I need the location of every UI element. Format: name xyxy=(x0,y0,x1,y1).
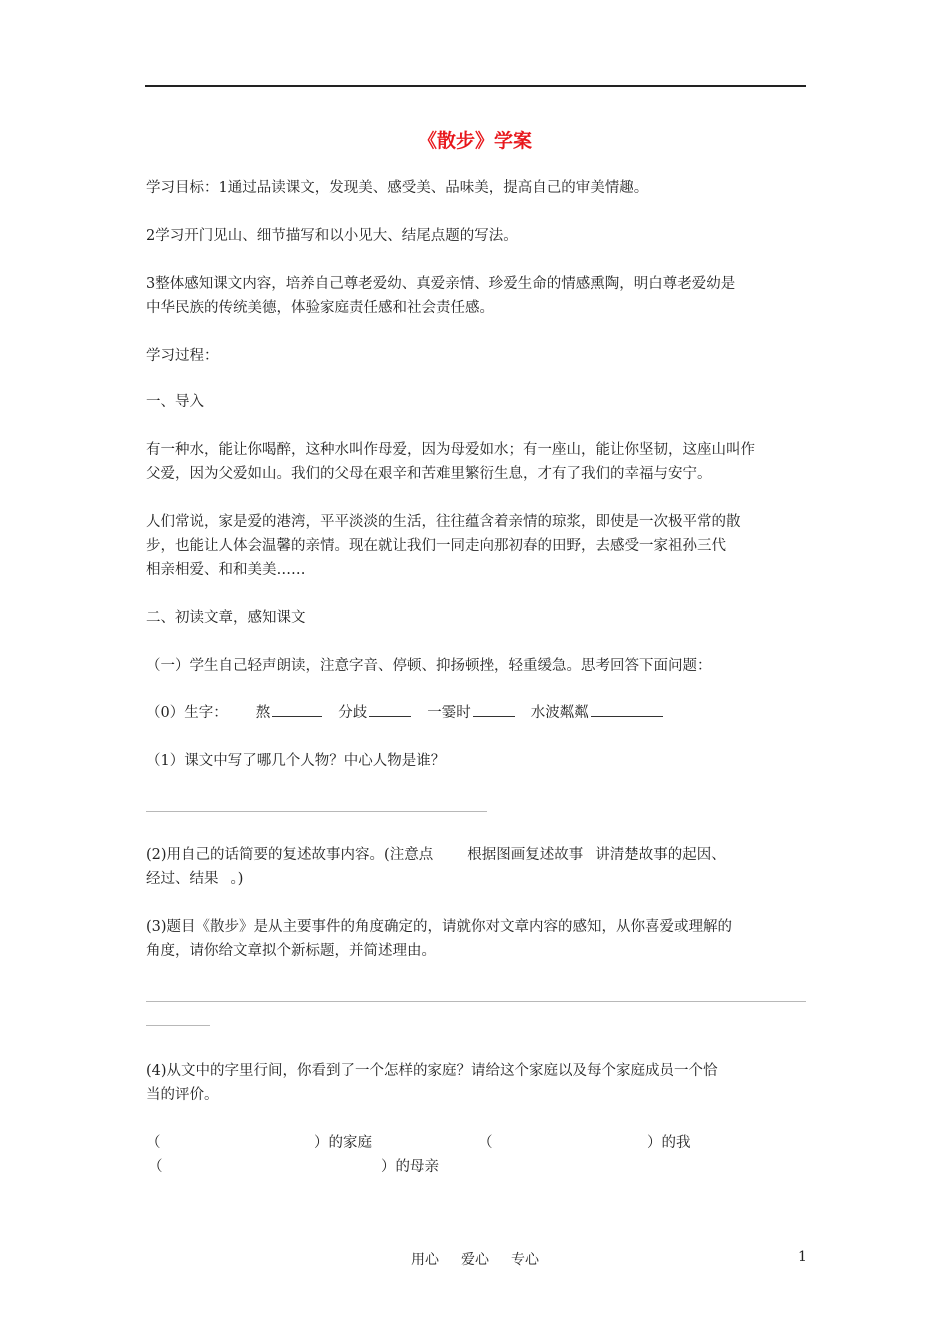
process-heading: 学习过程： xyxy=(146,348,219,364)
vocab-row xyxy=(146,701,663,722)
footer-word: 爱心 xyxy=(461,1252,489,1268)
question-3-line2: 角度，请你给文章拟个新标题，并简述理由。 xyxy=(146,943,436,959)
vocab-label: （0）生字： xyxy=(146,705,228,721)
eval-mother-open: （ xyxy=(148,1159,163,1175)
vocab-answer-blank[interactable] xyxy=(591,702,663,717)
objective-line-3a: 3整体感知课文内容，培养自己尊老爱幼、真爱亲情、珍爱生命的情感熏陶，明白尊老爱幼是 xyxy=(146,276,736,292)
intro-para2-line3: 相亲相爱、和和美美…… xyxy=(146,562,306,578)
vocab-word: 水波粼粼 xyxy=(530,705,589,721)
eval-me-open: （ xyxy=(478,1135,493,1151)
question-2-line1 xyxy=(146,843,726,864)
intro-para2-line2: 步，也能让人体会温馨的亲情。现在就让我们一同走向那初春的田野，去感受一家祖孙三代 xyxy=(146,538,726,554)
vocab-word: 熬 xyxy=(255,705,271,721)
vocab-answer-blank[interactable] xyxy=(473,702,515,717)
page-number: 1 xyxy=(798,1249,807,1265)
intro-para2-line1: 人们常说，家是爱的港湾，平平淡淡的生活，往往蕴含着亲情的琼浆，即使是一次极平常的散 xyxy=(146,514,741,530)
question-2-note-c: 经过、结果 xyxy=(146,871,219,887)
question-2-note-a: 根据图画复述故事 xyxy=(467,847,584,863)
footer-word: 用心 xyxy=(411,1252,439,1268)
question-2-text: (2)用自己的话简要的复述故事内容。(注意点 xyxy=(146,847,434,863)
reading-instruction: （一）学生自己轻声朗读，注意字音、停顿、抑扬顿挫，轻重缓急。思考回答下面问题： xyxy=(146,658,712,674)
eval-me: ）的我 xyxy=(647,1135,691,1151)
vocab-word: 一霎时 xyxy=(427,705,471,721)
question-2-close: 。) xyxy=(230,871,244,887)
eval-family-open: （ xyxy=(146,1135,161,1151)
question-2-note-b: 讲清楚故事的起因、 xyxy=(595,847,726,863)
answer-line-q3-continued[interactable] xyxy=(146,1025,210,1026)
section2-heading: 二、初读文章，感知课文 xyxy=(146,610,306,626)
header-rule xyxy=(145,85,806,87)
page-title: 《散步》学案 xyxy=(417,130,532,152)
footer-word: 专心 xyxy=(511,1252,539,1268)
objective-line-2: 2学习开门见山、细节描写和以小见大、结尾点题的写法。 xyxy=(146,228,518,244)
objective-line-1: 学习目标：1通过品读课文，发现美、感受美、品味美，提高自己的审美情趣。 xyxy=(146,180,649,196)
intro-para1-line2: 父爱，因为父爱如山。我们的父母在艰辛和苦难里繁衍生息，才有了我们的幸福与安宁。 xyxy=(146,466,712,482)
question-4-line2: 当的评价。 xyxy=(146,1087,219,1103)
question-3-line1: (3)题目《散步》是从主要事件的角度确定的，请就你对文章内容的感知，从你喜爱或理解的 xyxy=(146,919,733,935)
question-1: （1）课文中写了哪几个人物？中心人物是谁？ xyxy=(146,753,446,769)
answer-line-q1[interactable] xyxy=(146,811,487,812)
vocab-word: 分歧 xyxy=(338,705,368,721)
vocab-answer-blank[interactable] xyxy=(369,702,411,717)
question-2-line2 xyxy=(146,867,243,888)
eval-mother: ）的母亲 xyxy=(381,1159,439,1175)
question-4-line1: (4)从文中的字里行间，你看到了一个怎样的家庭？请给这个家庭以及每个家庭成员一个恰 xyxy=(146,1063,718,1079)
footer-motto xyxy=(0,1249,950,1269)
answer-line-q3[interactable] xyxy=(146,1001,806,1002)
objective-line-3b: 中华民族的传统美德，体验家庭责任感和社会责任感。 xyxy=(146,300,494,316)
intro-para1-line1: 有一种水，能让你喝醉，这种水叫作母爱，因为母爱如水；有一座山，能让你坚韧，这座山叫作 xyxy=(146,442,755,458)
eval-family: ）的家庭 xyxy=(314,1135,372,1151)
vocab-answer-blank[interactable] xyxy=(272,702,322,717)
section1-heading: 一、导入 xyxy=(146,394,204,410)
